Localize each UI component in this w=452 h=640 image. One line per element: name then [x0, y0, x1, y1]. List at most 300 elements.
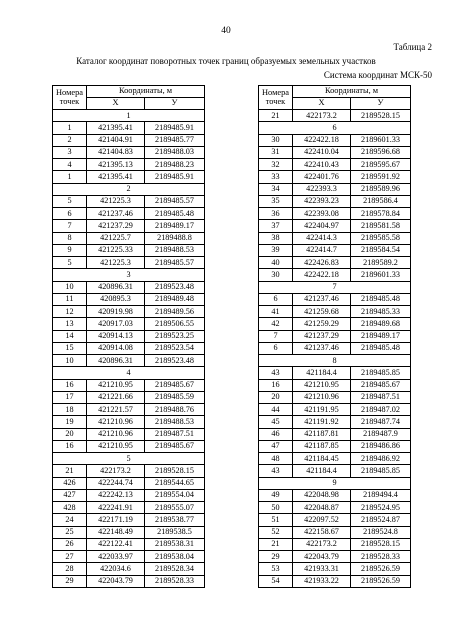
table-row [53, 391, 205, 403]
coord-x: 422173.2 [293, 538, 351, 550]
coord-y: 2189528.15 [351, 538, 411, 550]
coord-x: 421210.95 [293, 379, 351, 391]
coord-y: 2189488.23 [145, 159, 205, 171]
table-row [53, 208, 205, 220]
point-number: 52 [259, 526, 293, 538]
table-row [259, 220, 411, 232]
table-row [53, 416, 205, 428]
point-number: 37 [259, 220, 293, 232]
coord-y: 2189485.57 [145, 195, 205, 207]
coord-x: 420914.08 [87, 342, 145, 354]
table-row [53, 526, 205, 538]
coord-y: 2189538.04 [145, 551, 205, 563]
coord-x: 422097.52 [293, 514, 351, 526]
table-row [259, 183, 411, 195]
coord-y: 2189584.54 [351, 244, 411, 256]
header-coordinates: Координаты, м [87, 86, 205, 98]
table-row [259, 318, 411, 330]
coord-y: 2189528.34 [145, 563, 205, 575]
coord-x: 421237.46 [87, 208, 145, 220]
group-number: 8 [259, 355, 411, 367]
point-number: 15 [53, 342, 87, 354]
group-row [259, 355, 411, 367]
coord-y: 2189524.87 [351, 514, 411, 526]
coordinates-table-right [258, 85, 411, 588]
coord-x: 420919.98 [87, 306, 145, 318]
point-number: 29 [259, 551, 293, 563]
point-number: 6 [53, 208, 87, 220]
header-point-numbers [53, 86, 87, 110]
point-number: 8 [53, 232, 87, 244]
point-number: 11 [53, 293, 87, 305]
table-row [259, 208, 411, 220]
coord-y: 2189528.15 [351, 110, 411, 122]
point-number: 26 [53, 538, 87, 550]
table-row [53, 159, 205, 171]
coord-y: 2189485.91 [145, 122, 205, 134]
point-number: 39 [259, 244, 293, 256]
table-row [53, 342, 205, 354]
coord-x: 421933.22 [293, 575, 351, 587]
coordinate-system-label: Система координат МСК-50 [323, 70, 432, 80]
table-row [53, 293, 205, 305]
table-row [53, 306, 205, 318]
point-number: 28 [53, 563, 87, 575]
point-number: 16 [259, 379, 293, 391]
table-row [53, 232, 205, 244]
coord-y: 2189488.76 [145, 404, 205, 416]
coord-x: 421237.46 [293, 342, 351, 354]
coord-x: 421237.29 [87, 220, 145, 232]
coord-x: 422422.18 [293, 134, 351, 146]
coord-x: 422393.08 [293, 208, 351, 220]
header-y: У [145, 98, 205, 110]
point-number: 17 [53, 391, 87, 403]
coord-y: 2189526.59 [351, 575, 411, 587]
coord-y: 2189485.48 [145, 208, 205, 220]
group-row [53, 183, 205, 195]
coord-y: 2189485.91 [145, 171, 205, 183]
table-row [259, 453, 411, 465]
table-row [53, 465, 205, 477]
group-number: 9 [259, 477, 411, 489]
coord-x: 422048.87 [293, 502, 351, 514]
table-row [259, 575, 411, 587]
point-number: 42 [259, 318, 293, 330]
coord-x: 420895.3 [87, 293, 145, 305]
coord-x: 420917.03 [87, 318, 145, 330]
table-row [53, 171, 205, 183]
coord-x: 422148.49 [87, 526, 145, 538]
coord-y: 2189544.65 [145, 477, 205, 489]
point-number: 27 [53, 551, 87, 563]
coord-y: 2189485.85 [351, 367, 411, 379]
coord-y: 2189524.8 [351, 526, 411, 538]
coord-y: 2189589.96 [351, 183, 411, 195]
point-number: 34 [259, 183, 293, 195]
group-row [259, 477, 411, 489]
table-row [259, 428, 411, 440]
coord-x: 421395.41 [87, 122, 145, 134]
point-number: 7 [259, 330, 293, 342]
table-row [259, 551, 411, 563]
coord-x: 422393.23 [293, 195, 351, 207]
table-row [53, 281, 205, 293]
point-number: 428 [53, 502, 87, 514]
coord-x: 421184.4 [293, 465, 351, 477]
coord-x: 422244.74 [87, 477, 145, 489]
coord-y: 2189487.9 [351, 428, 411, 440]
point-number: 6 [259, 293, 293, 305]
coord-x: 421225.3 [87, 195, 145, 207]
point-number: 7 [53, 220, 87, 232]
coord-x: 422043.79 [87, 575, 145, 587]
point-number: 426 [53, 477, 87, 489]
point-number: 5 [53, 195, 87, 207]
table-row [53, 257, 205, 269]
group-row [53, 269, 205, 281]
point-number: 24 [53, 514, 87, 526]
header-x: X [293, 98, 351, 110]
coord-x: 422414.3 [293, 232, 351, 244]
table-caption: Каталог координат поворотных точек границ образуемых земельных участков [76, 56, 376, 66]
point-number: 46 [259, 428, 293, 440]
coord-y: 2189581.58 [351, 220, 411, 232]
coord-x: 421221.57 [87, 404, 145, 416]
coord-x: 422404.97 [293, 220, 351, 232]
coord-y: 2189488.03 [145, 146, 205, 158]
table-row [53, 428, 205, 440]
point-number: 35 [259, 195, 293, 207]
coord-x: 421395.13 [87, 159, 145, 171]
coord-x: 422410.04 [293, 146, 351, 158]
point-number: 43 [259, 367, 293, 379]
coord-y: 2189488.53 [145, 244, 205, 256]
point-number: 50 [259, 502, 293, 514]
coord-x: 422410.43 [293, 159, 351, 171]
group-row [53, 110, 205, 122]
point-number: 6 [259, 342, 293, 354]
group-number: 1 [53, 110, 205, 122]
coord-x: 421184.4 [293, 367, 351, 379]
point-number: 32 [259, 159, 293, 171]
coord-y: 2189528.33 [145, 575, 205, 587]
coord-y: 2189485.48 [351, 293, 411, 305]
coord-x: 421225.33 [87, 244, 145, 256]
coord-y: 2189591.92 [351, 171, 411, 183]
table-row [53, 330, 205, 342]
header-num-line2: точек [59, 96, 80, 106]
coord-y: 2189485.67 [351, 379, 411, 391]
table-row [259, 563, 411, 575]
header-num-line2: точек [265, 96, 286, 106]
header-num-line1: Номера [262, 88, 289, 98]
coord-y: 2189487.51 [145, 428, 205, 440]
coord-x: 421184.45 [293, 453, 351, 465]
table-row [53, 122, 205, 134]
group-row [259, 281, 411, 293]
group-number: 5 [53, 453, 205, 465]
point-number: 1 [53, 122, 87, 134]
coord-x: 422414.7 [293, 244, 351, 256]
table-row [259, 195, 411, 207]
point-number: 38 [259, 232, 293, 244]
coord-y: 2189538.5 [145, 526, 205, 538]
coord-x: 422158.67 [293, 526, 351, 538]
coord-y: 2189586.4 [351, 195, 411, 207]
coord-x: 421395.41 [87, 171, 145, 183]
point-number: 43 [259, 465, 293, 477]
table-row [53, 134, 205, 146]
point-number: 51 [259, 514, 293, 526]
table-row [259, 440, 411, 452]
group-number: 4 [53, 367, 205, 379]
coord-y: 2189524.95 [351, 502, 411, 514]
point-number: 30 [259, 269, 293, 281]
coord-x: 421225.7 [87, 232, 145, 244]
coord-y: 2189487.51 [351, 391, 411, 403]
table-row [53, 146, 205, 158]
coord-y: 2189487.02 [351, 404, 411, 416]
point-number: 29 [53, 575, 87, 587]
point-number: 20 [53, 428, 87, 440]
coord-y: 2189523.54 [145, 342, 205, 354]
table-row [259, 306, 411, 318]
table-row [53, 575, 205, 587]
point-number: 2 [53, 134, 87, 146]
point-number: 45 [259, 416, 293, 428]
coord-x: 421404.83 [87, 146, 145, 158]
coord-y: 2189523.25 [145, 330, 205, 342]
table-row [259, 342, 411, 354]
table-row [259, 171, 411, 183]
coordinates-table-left [52, 85, 205, 588]
coord-y: 2189486.92 [351, 453, 411, 465]
point-number: 48 [259, 453, 293, 465]
point-number: 3 [53, 146, 87, 158]
table-row [259, 502, 411, 514]
point-number: 427 [53, 489, 87, 501]
point-number: 44 [259, 404, 293, 416]
table-row [259, 146, 411, 158]
table-row [259, 134, 411, 146]
table-row [259, 257, 411, 269]
coord-x: 420896.31 [87, 281, 145, 293]
group-number: 2 [53, 183, 205, 195]
coord-y: 2189578.84 [351, 208, 411, 220]
coord-y: 2189485.67 [145, 379, 205, 391]
point-number: 33 [259, 171, 293, 183]
coord-x: 420896.31 [87, 355, 145, 367]
table-row [53, 538, 205, 550]
point-number: 41 [259, 306, 293, 318]
coord-x: 422033.97 [87, 551, 145, 563]
coord-y: 2189486.86 [351, 440, 411, 452]
coord-x: 421191.95 [293, 404, 351, 416]
coord-y: 2189485.48 [351, 342, 411, 354]
group-number: 6 [259, 122, 411, 134]
coord-y: 2189485.77 [145, 134, 205, 146]
group-row [53, 453, 205, 465]
table-row [259, 526, 411, 538]
coord-x: 421221.66 [87, 391, 145, 403]
table-row [53, 379, 205, 391]
page-number: 40 [221, 26, 231, 36]
coord-x: 422242.13 [87, 489, 145, 501]
coord-y: 2189596.68 [351, 146, 411, 158]
table-row [53, 440, 205, 452]
point-number: 19 [53, 416, 87, 428]
coord-y: 2189528.15 [145, 465, 205, 477]
point-number: 9 [53, 244, 87, 256]
coord-y: 2189601.33 [351, 134, 411, 146]
coord-x: 422393.3 [293, 183, 351, 195]
point-number: 5 [53, 257, 87, 269]
point-number: 16 [53, 379, 87, 391]
table-row [53, 404, 205, 416]
point-number: 1 [53, 171, 87, 183]
point-number: 14 [53, 330, 87, 342]
coord-y: 2189523.48 [145, 355, 205, 367]
point-number: 21 [259, 110, 293, 122]
table-row [259, 538, 411, 550]
header-coordinates: Координаты, м [293, 86, 411, 98]
coord-x: 421187.81 [293, 428, 351, 440]
coord-y: 2189489.48 [145, 293, 205, 305]
group-row [53, 367, 205, 379]
table-row [259, 244, 411, 256]
coord-y: 2189538.31 [145, 538, 205, 550]
header-x: X [87, 98, 145, 110]
coord-x: 421187.85 [293, 440, 351, 452]
group-row [259, 122, 411, 134]
table-row [53, 514, 205, 526]
table-row [259, 367, 411, 379]
coord-x: 422043.79 [293, 551, 351, 563]
coord-x: 422173.2 [293, 110, 351, 122]
table-row [259, 269, 411, 281]
coord-y: 2189538.77 [145, 514, 205, 526]
table-row [53, 551, 205, 563]
table-body-left [53, 110, 205, 588]
point-number: 16 [53, 440, 87, 452]
coord-x: 421210.96 [87, 416, 145, 428]
point-number: 30 [259, 134, 293, 146]
point-number: 25 [53, 526, 87, 538]
coord-x: 422034.6 [87, 563, 145, 575]
coord-x: 421210.96 [87, 428, 145, 440]
coord-y: 2189554.04 [145, 489, 205, 501]
coord-y: 2189485.85 [351, 465, 411, 477]
table-row [259, 465, 411, 477]
coord-x: 421210.95 [87, 440, 145, 452]
point-number: 10 [53, 355, 87, 367]
table-row [53, 244, 205, 256]
coord-x: 421225.3 [87, 257, 145, 269]
header-y: У [351, 98, 411, 110]
group-number: 3 [53, 269, 205, 281]
point-number: 18 [53, 404, 87, 416]
header-num-line1: Номера [56, 88, 83, 98]
coord-y: 2189485.57 [145, 257, 205, 269]
point-number: 4 [53, 159, 87, 171]
coord-x: 421237.46 [293, 293, 351, 305]
coord-x: 421259.68 [293, 306, 351, 318]
coord-x: 422422.18 [293, 269, 351, 281]
table-row [53, 502, 205, 514]
table-row [53, 318, 205, 330]
coord-x: 421237.29 [293, 330, 351, 342]
coord-y: 2189485.67 [145, 440, 205, 452]
coord-y: 2189595.67 [351, 159, 411, 171]
coord-y: 2189488.53 [145, 416, 205, 428]
table-label: Таблица 2 [393, 42, 432, 52]
table-row [53, 477, 205, 489]
point-number: 31 [259, 146, 293, 158]
point-number: 36 [259, 208, 293, 220]
point-number: 12 [53, 306, 87, 318]
point-number: 53 [259, 563, 293, 575]
coord-y: 2189489.17 [145, 220, 205, 232]
coord-x: 422048.98 [293, 489, 351, 501]
header-point-numbers [259, 86, 293, 110]
table-row [53, 563, 205, 575]
table-row [259, 232, 411, 244]
table-row [259, 404, 411, 416]
point-number: 20 [259, 391, 293, 403]
coord-x: 421404.91 [87, 134, 145, 146]
group-number: 7 [259, 281, 411, 293]
coord-x: 421210.95 [87, 379, 145, 391]
coord-y: 2189488.8 [145, 232, 205, 244]
table-row [259, 489, 411, 501]
coord-y: 2189555.07 [145, 502, 205, 514]
coord-x: 422173.2 [87, 465, 145, 477]
coord-y: 2189506.55 [145, 318, 205, 330]
coord-y: 2189485.33 [351, 306, 411, 318]
coord-y: 2189589.2 [351, 257, 411, 269]
table-row [259, 159, 411, 171]
coord-x: 421210.96 [293, 391, 351, 403]
coord-y: 2189585.58 [351, 232, 411, 244]
point-number: 54 [259, 575, 293, 587]
coord-x: 422426.83 [293, 257, 351, 269]
coord-y: 2189601.33 [351, 269, 411, 281]
coord-x: 422122.41 [87, 538, 145, 550]
coord-y: 2189485.59 [145, 391, 205, 403]
table-row [259, 391, 411, 403]
table-row [259, 514, 411, 526]
coord-x: 420914.13 [87, 330, 145, 342]
table-row [259, 330, 411, 342]
coord-x: 422241.91 [87, 502, 145, 514]
coord-y: 2189487.74 [351, 416, 411, 428]
coord-y: 2189494.4 [351, 489, 411, 501]
point-number: 40 [259, 257, 293, 269]
table-row [259, 293, 411, 305]
coord-x: 422401.76 [293, 171, 351, 183]
point-number: 21 [53, 465, 87, 477]
point-number: 49 [259, 489, 293, 501]
table-row [259, 379, 411, 391]
coord-x: 422171.19 [87, 514, 145, 526]
coord-y: 2189489.56 [145, 306, 205, 318]
table-body-right [259, 110, 411, 588]
point-number: 13 [53, 318, 87, 330]
point-number: 10 [53, 281, 87, 293]
coord-x: 421191.92 [293, 416, 351, 428]
table-row [53, 195, 205, 207]
